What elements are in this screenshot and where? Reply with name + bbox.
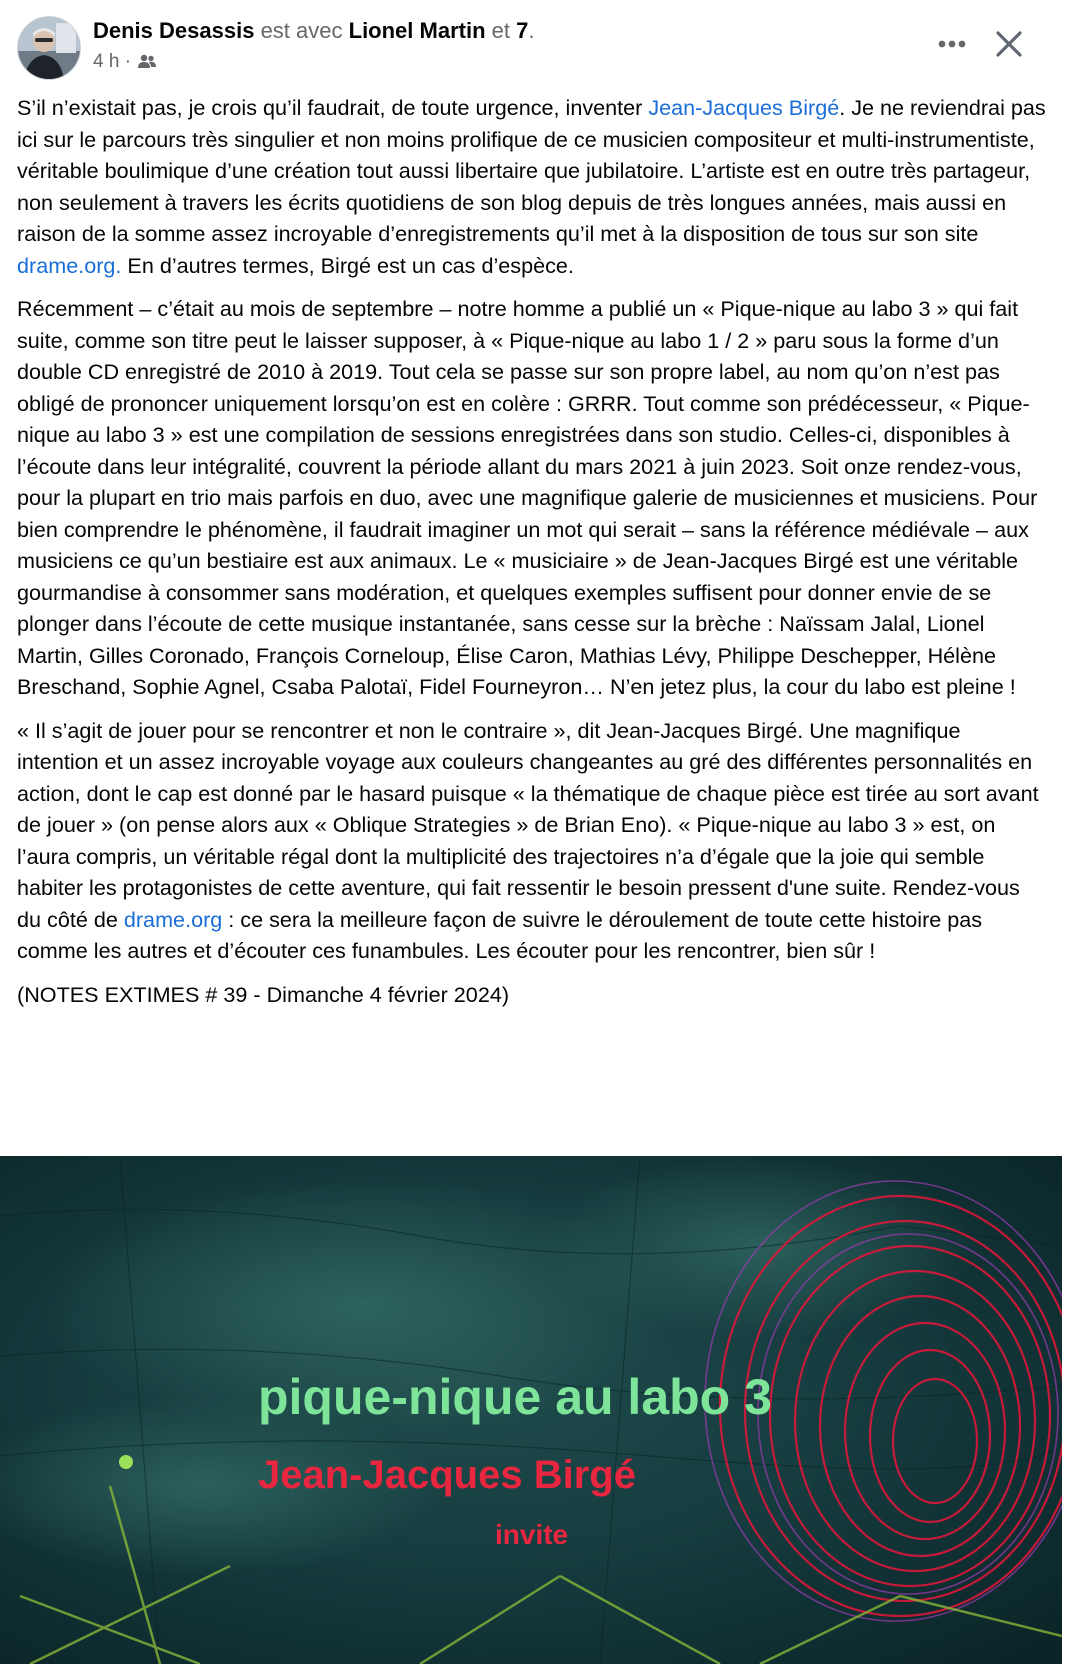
with-text: est avec <box>260 18 343 43</box>
more-options-button[interactable] <box>930 26 974 62</box>
post-time[interactable]: 4 h · <box>93 51 132 72</box>
paragraph-3 <box>17 715 1047 967</box>
paragraph-4: (NOTES EXTIMES # 39 - Dimanche 4 février 2024) <box>17 981 510 1007</box>
paragraph-1-part-a: S’il n’existait pas, je crois qu’il faudrait, de toute urgence, inventer <box>17 95 649 120</box>
more-horizontal-icon <box>930 26 974 62</box>
avatar-photo <box>18 17 80 79</box>
tagged-person[interactable]: Lionel Martin <box>348 18 486 43</box>
green-dot <box>119 1455 133 1469</box>
and-text: et <box>491 18 510 43</box>
paragraph-2: Récemment – c’était au mois de septembre – notre homme a publié un « Pique-nique au labo 3 » qui fait suite, comme son titre peut le laisser supposer, à « Pique-nique au labo 1 / 2 » paru sous la forme d’un double CD enregistré de 2010 à 2019. Tout cela se passe sur son propre label, au nom qu’on n’est pas obligé de prononcer uniquement lorsqu’on est en colère : GRRR. Tout comme son prédécesseur, « Pique-nique au labo 3 » est une compilation de sessions enregistrées dans son studio. Celles-ci, disponibles à l’écoute dans leur intégralité, couvrent la période allant du mars 2021 à juin 2023. Soit onze rendez-vous, pour la plupart en trio mais parfois en duo, avec une magnifique galerie de musiciennes et musiciens. Pour bien comprendre le phénomène, il faudrait imaginer un mot qui serait – sans la référence médiévale – aux musiciens ce qu’un bestiaire est aux animaux. Le « musiciaire » de Jean-Jacques Birgé est une véritable gourmandise à consommer sans modération, et quelques exemples suffisent pour donner envie de se plonger dans l’écoute de cette musique instantanée, sans cesse sur la brèche : Naïssam Jalal, Lionel Martin, Gilles Coronado, François Corneloup, Élise Caron, Mathias Lévy, Philippe Deschepper, Hélène Breschand, Sophie Agnel, Csaba Palotaï, Fidel Fourneyron… N’en jetez plus, la cour du labo est pleine ! <box>17 296 1038 699</box>
author-name[interactable]: Denis Desassis <box>93 18 255 43</box>
author-avatar[interactable] <box>17 16 81 80</box>
author-line <box>93 17 535 45</box>
paragraph-3-part-b: : ce sera la meilleure façon de suivre le déroulement de toute cette histoire pas comme les autres et d’écouter ces funambules. Les écouter pour les rencontrer, bien sûr ! <box>17 906 983 963</box>
period: . <box>528 18 535 43</box>
link-drame-org[interactable]: drame.org. <box>17 252 122 278</box>
post-image[interactable] <box>0 1156 1062 1664</box>
link-drame-org-2[interactable]: drame.org <box>123 906 223 932</box>
paragraph-3-part-a: « Il s’agit de jouer pour se rencontrer et non le contraire », dit Jean-Jacques Birgé. Une magnifique intention et un assez incroyable voyage aux couleurs changeantes au gré des différentes personnalités en action, dont le cap est donné par le hasard puisque « la thématique de chaque pièce est tirée au sort avant de jouer » (on pense alors aux « Oblique Strategies » de Brian Eno). « Pique-nique au labo 3 » est, on l’aura compris, un véritable régal dont la multiplicité des trajectoires n’a d’égale que la joie qui semble habiter les protagonistes de cette aventure, qui fait ressentir le besoin pressent d'une suite. Rendez-vous du côté de <box>17 717 1039 932</box>
post-meta <box>93 50 157 74</box>
post-header <box>0 0 1062 90</box>
cover-title: pique-nique au labo 3 <box>258 1369 772 1425</box>
album-cover <box>0 1156 1062 1664</box>
close-button[interactable] <box>987 22 1031 66</box>
cover-subtitle: invite <box>495 1519 569 1550</box>
others-count[interactable]: 7 <box>516 18 529 43</box>
close-icon <box>987 22 1031 66</box>
paragraph-1-part-c: En d’autres termes, Birgé est un cas d’espèce. <box>121 252 574 278</box>
cover-artist: Jean-Jacques Birgé <box>258 1453 636 1497</box>
post-body <box>17 92 1047 1022</box>
link-jean-jacques-birge[interactable]: Jean-Jacques Birgé <box>648 95 840 120</box>
paragraph-1 <box>17 92 1047 281</box>
friends-icon[interactable] <box>137 52 157 72</box>
paragraph-1-part-b: . Je ne reviendrai pas ici sur le parcours très singulier et non moins prolifique de ce musicien compositeur et multi-instrumentiste, véritable boulimique d’une création tout aussi libertaire que jubilatoire. L’artiste est en outre très partageur, non seulement à travers les écrits quotidiens de son blog depuis de très longues années, mais aussi en raison de la somme assez incroyable d’enregistrements qu’il met à la disposition de tous sur son site <box>17 95 1046 246</box>
